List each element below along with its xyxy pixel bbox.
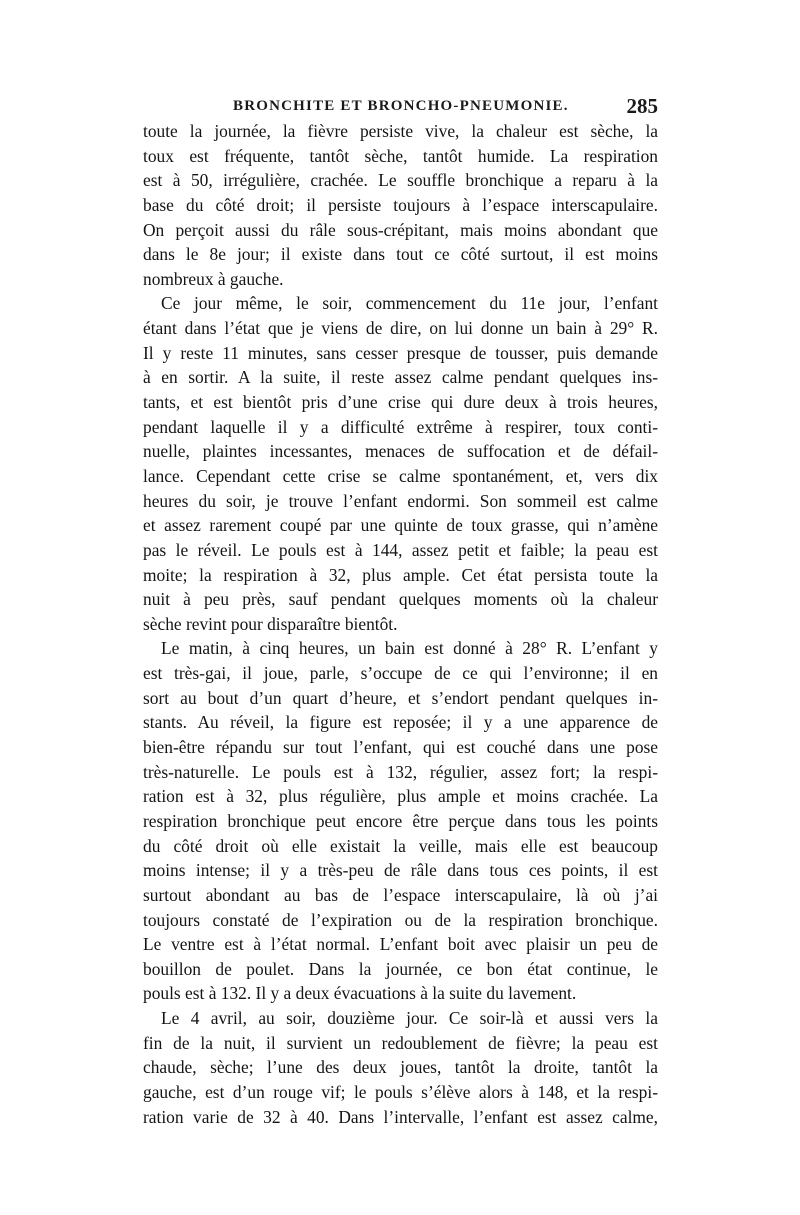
text-line: On perçoit aussi du râle sous-crépitant, mais moins abondant que [143,219,658,240]
text-line: bouillon de poulet. Dans la journée, ce bon état continue, le [143,958,658,979]
text-line: nombreux à gauche. [143,268,284,289]
text-line: bien-être répandu sur tout l’enfant, qui est couché dans une pose [143,737,658,758]
text-line: tants, et est bientôt pris d’une crise qui dure deux à trois heures, [143,392,658,413]
text-line: Le 4 avril, au soir, douzième jour. Ce soir-là et aussi vers la [161,1008,658,1029]
running-head [143,96,658,120]
text-line: fin de la nuit, il survient un redoublement de fièvre; la peau est [143,1032,658,1053]
text-line: du côté droit où elle existait la veille, mais elle est beaucoup [143,835,658,856]
text-line: dans le 8e jour; il existe dans tout ce côté surtout, il est moins [143,244,658,265]
text-line: nuelle, plaintes incessantes, menaces de suffocation et de défail- [143,441,658,462]
text-line: moite; la respiration à 32, plus ample. Cet état persista toute la [143,564,658,585]
text-line: à en sortir. A la suite, il reste assez calme pendant quelques ins- [143,367,658,388]
text-line: très-naturelle. Le pouls est à 132, régulier, assez fort; la respi- [143,761,658,782]
text-line: toute la journée, la fièvre persiste vive, la chaleur est sèche, la [143,121,658,141]
text-line: stants. Au réveil, la figure est reposée; il y a une apparence de [143,712,658,733]
text-line: gauche, est d’un rouge vif; le pouls s’élève alors à 148, et la respi- [143,1081,658,1102]
text-line: pendant laquelle il y a difficulté extrême à respirer, toux conti- [143,416,658,437]
text-line: chaude, sèche; l’une des deux joues, tantôt la droite, tantôt la [143,1057,658,1078]
text-line: Il y reste 11 minutes, sans cesser presque de tousser, puis demande [143,342,658,363]
body-text [143,119,658,1129]
text-line: est très-gai, il joue, parle, s’occupe de ce qui l’environne; il en [143,663,658,684]
text-line: Le ventre est à l’état normal. L’enfant boit avec plaisir un peu de [143,934,658,955]
text-line: lance. Cependant cette crise se calme spontanément, et, vers dix [143,465,658,486]
text-line: toujours constaté de l’expiration ou de la respiration bronchique. [143,909,658,930]
text-line: ration est à 32, plus régulière, plus ample et moins crachée. La [143,786,658,807]
text-line: sort au bout d’un quart d’heure, et s’endort pendant quelques in- [143,687,658,708]
text-line: est à 50, irrégulière, crachée. Le souffle bronchique a reparu à la [143,170,658,191]
text-line: heures du soir, je trouve l’enfant endormi. Son sommeil est calme [143,490,658,511]
text-line: pas le réveil. Le pouls est à 144, assez petit et faible; la peau est [143,539,658,560]
text-line: toux est fréquente, tantôt sèche, tantôt humide. La respiration [143,145,658,166]
text-line: Ce jour même, le soir, commencement du 11e jour, l’enfant [161,293,658,314]
running-title: BRONCHITE ET BRONCHO-PNEUMONIE. [233,98,569,114]
page-number: 285 [626,94,658,118]
text-line: pouls est à 132. Il y a deux évacuations à la suite du lavement. [143,983,577,1004]
text-line: étant dans l’état que je viens de dire, on lui donne un bain à 29° R. [143,318,658,339]
text-line: nuit à peu près, sauf pendant quelques moments où la chaleur [143,589,658,610]
text-line: sèche revint pour disparaître bientôt. [143,613,398,634]
text-line: surtout abondant au bas de l’espace interscapulaire, là où j’ai [143,884,658,905]
text-line: et assez rarement coupé par une quinte de toux grasse, qui n’amène [143,515,658,536]
text-line: Le matin, à cinq heures, un bain est donné à 28° R. L’enfant y [161,638,658,659]
text-line: base du côté droit; il persiste toujours à l’espace interscapulaire. [143,194,658,215]
text-line: ration varie de 32 à 40. Dans l’intervalle, l’enfant est assez calme, [143,1106,658,1127]
text-line: moins intense; il y a très-peu de râle dans tous ces points, il est [143,860,658,881]
text-line: respiration bronchique peut encore être perçue dans tous les points [143,810,658,831]
